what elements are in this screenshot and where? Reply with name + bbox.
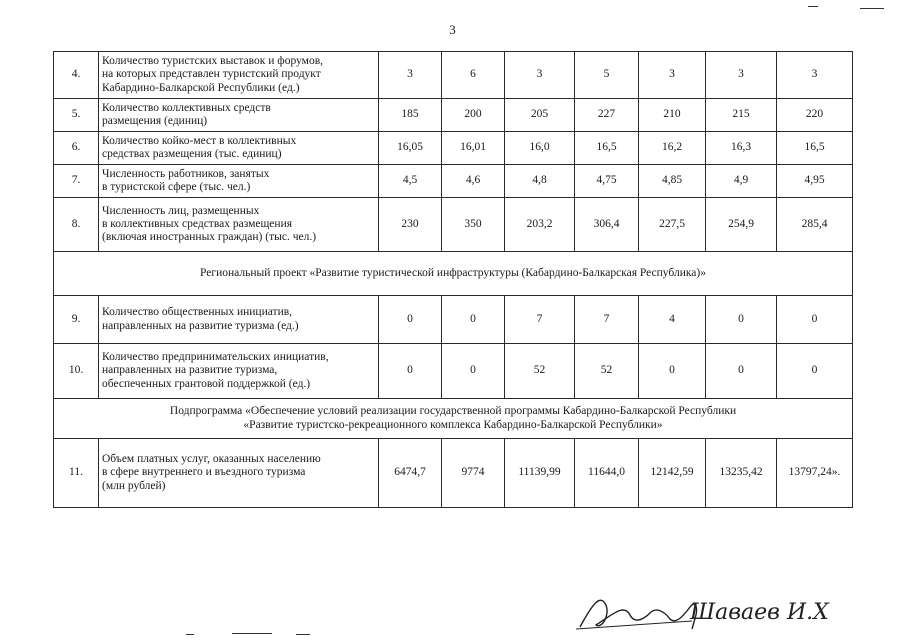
row-number: 11.: [54, 439, 99, 508]
section-title-regional-project: Региональный проект «Развитие туристической инфраструктуры (Кабардино-Балкарская Республика)»: [54, 252, 853, 296]
indicator-value: 3: [639, 52, 706, 99]
indicator-label: Численность работников, занятых в туристской сфере (тыс. чел.): [99, 165, 379, 198]
indicator-value: 3: [505, 52, 575, 99]
row-number: 9.: [54, 296, 99, 344]
indicator-value: 0: [777, 344, 853, 399]
scan-artifact: [860, 8, 884, 9]
indicator-value: 0: [706, 344, 777, 399]
table-section-1: [54, 252, 853, 296]
indicator-label: Объем платных услуг, оказанных населению в сфере внутреннего и въездного туризма (млн рублей): [99, 439, 379, 508]
indicator-value: 0: [442, 296, 505, 344]
indicator-value: 220: [777, 99, 853, 132]
scan-artifact: [808, 6, 818, 7]
indicator-value: 285,4: [777, 198, 853, 252]
indicator-label: Количество туристских выставок и форумов, на которых представлен туристский продукт Кабардино-Балкарской Республики (ед.): [99, 52, 379, 99]
indicator-value: 0: [379, 344, 442, 399]
indicator-value: 350: [442, 198, 505, 252]
section-row: [54, 399, 853, 439]
indicator-value: 210: [639, 99, 706, 132]
indicator-value: 306,4: [575, 198, 639, 252]
indicator-value: 200: [442, 99, 505, 132]
indicator-label: Количество коллективных средств размещения (единиц): [99, 99, 379, 132]
indicator-label: Количество предпринимательских инициатив, направленных на развитие туризма, обеспеченных грантовой поддержкой (ед.): [99, 344, 379, 399]
indicator-value: 3: [706, 52, 777, 99]
row-number: 7.: [54, 165, 99, 198]
scan-artifact: [296, 634, 310, 635]
row-number: 5.: [54, 99, 99, 132]
indicator-value: 16,05: [379, 132, 442, 165]
indicator-value: 230: [379, 198, 442, 252]
indicator-value: 3: [379, 52, 442, 99]
indicator-value: 52: [575, 344, 639, 399]
indicator-value: 13797,24».: [777, 439, 853, 508]
table-row: [54, 99, 853, 132]
table-body-top: [54, 52, 853, 252]
row-number: 8.: [54, 198, 99, 252]
indicator-value: 6: [442, 52, 505, 99]
indicator-value: 215: [706, 99, 777, 132]
section-row: [54, 252, 853, 296]
indicator-value: 7: [505, 296, 575, 344]
indicator-value: 4,95: [777, 165, 853, 198]
indicator-value: 254,9: [706, 198, 777, 252]
indicator-value: 4,9: [706, 165, 777, 198]
indicator-value: 52: [505, 344, 575, 399]
table-row: [54, 52, 853, 99]
table-row: [54, 198, 853, 252]
page-number: 3: [449, 22, 456, 37]
indicator-value: 3: [777, 52, 853, 99]
scan-artifact: [232, 633, 272, 634]
indicator-value: 16,01: [442, 132, 505, 165]
indicator-value: 12142,59: [639, 439, 706, 508]
indicator-value: 4,85: [639, 165, 706, 198]
table-section-2: [54, 399, 853, 439]
indicator-value: 227,5: [639, 198, 706, 252]
indicator-value: 4,75: [575, 165, 639, 198]
row-number: 4.: [54, 52, 99, 99]
signature-name: Шаваев И.Х: [690, 600, 829, 625]
indicator-value: 4: [639, 296, 706, 344]
indicators-table: [53, 51, 853, 508]
indicator-value: 7: [575, 296, 639, 344]
indicator-value: 5: [575, 52, 639, 99]
indicator-value: 205: [505, 99, 575, 132]
table-row: [54, 439, 853, 508]
table-row: [54, 296, 853, 344]
indicator-label: Количество койко-мест в коллективных средствах размещения (тыс. единиц): [99, 132, 379, 165]
indicator-value: 11139,99: [505, 439, 575, 508]
table-row: [54, 165, 853, 198]
indicator-value: 6474,7: [379, 439, 442, 508]
indicator-value: 16,0: [505, 132, 575, 165]
indicator-value: 0: [639, 344, 706, 399]
table-body-mid: [54, 296, 853, 399]
indicator-value: 16,5: [777, 132, 853, 165]
indicator-value: 0: [777, 296, 853, 344]
section-title-subprogram: [54, 399, 853, 439]
indicator-value: 4,6: [442, 165, 505, 198]
indicator-label: Количество общественных инициатив, направленных на развитие туризма (ед.): [99, 296, 379, 344]
indicator-value: 16,3: [706, 132, 777, 165]
indicator-value: 0: [442, 344, 505, 399]
indicator-value: 13235,42: [706, 439, 777, 508]
section-subprogram-text: Подпрограмма «Обеспечение условий реализации государственной программы Кабардино-Балкарской Республики «Развитие туристско-рекреационного комплекса Кабардино-Балкарской Республики»: [169, 405, 737, 431]
indicator-value: 227: [575, 99, 639, 132]
row-number: 6.: [54, 132, 99, 165]
table-row: [54, 132, 853, 165]
indicator-value: 4,5: [379, 165, 442, 198]
indicator-value: 0: [379, 296, 442, 344]
indicator-value: 11644,0: [575, 439, 639, 508]
table-row: [54, 344, 853, 399]
indicator-value: 9774: [442, 439, 505, 508]
indicator-value: 203,2: [505, 198, 575, 252]
indicator-value: 185: [379, 99, 442, 132]
indicator-value: 16,5: [575, 132, 639, 165]
indicator-value: 4,8: [505, 165, 575, 198]
indicator-value: 0: [706, 296, 777, 344]
indicator-label: Численность лиц, размещенных в коллективных средствах размещения (включая иностранных граждан) (тыс. чел.): [99, 198, 379, 252]
row-number: 10.: [54, 344, 99, 399]
scan-artifact: [186, 634, 194, 635]
indicator-value: 16,2: [639, 132, 706, 165]
table-body-bottom: [54, 439, 853, 508]
